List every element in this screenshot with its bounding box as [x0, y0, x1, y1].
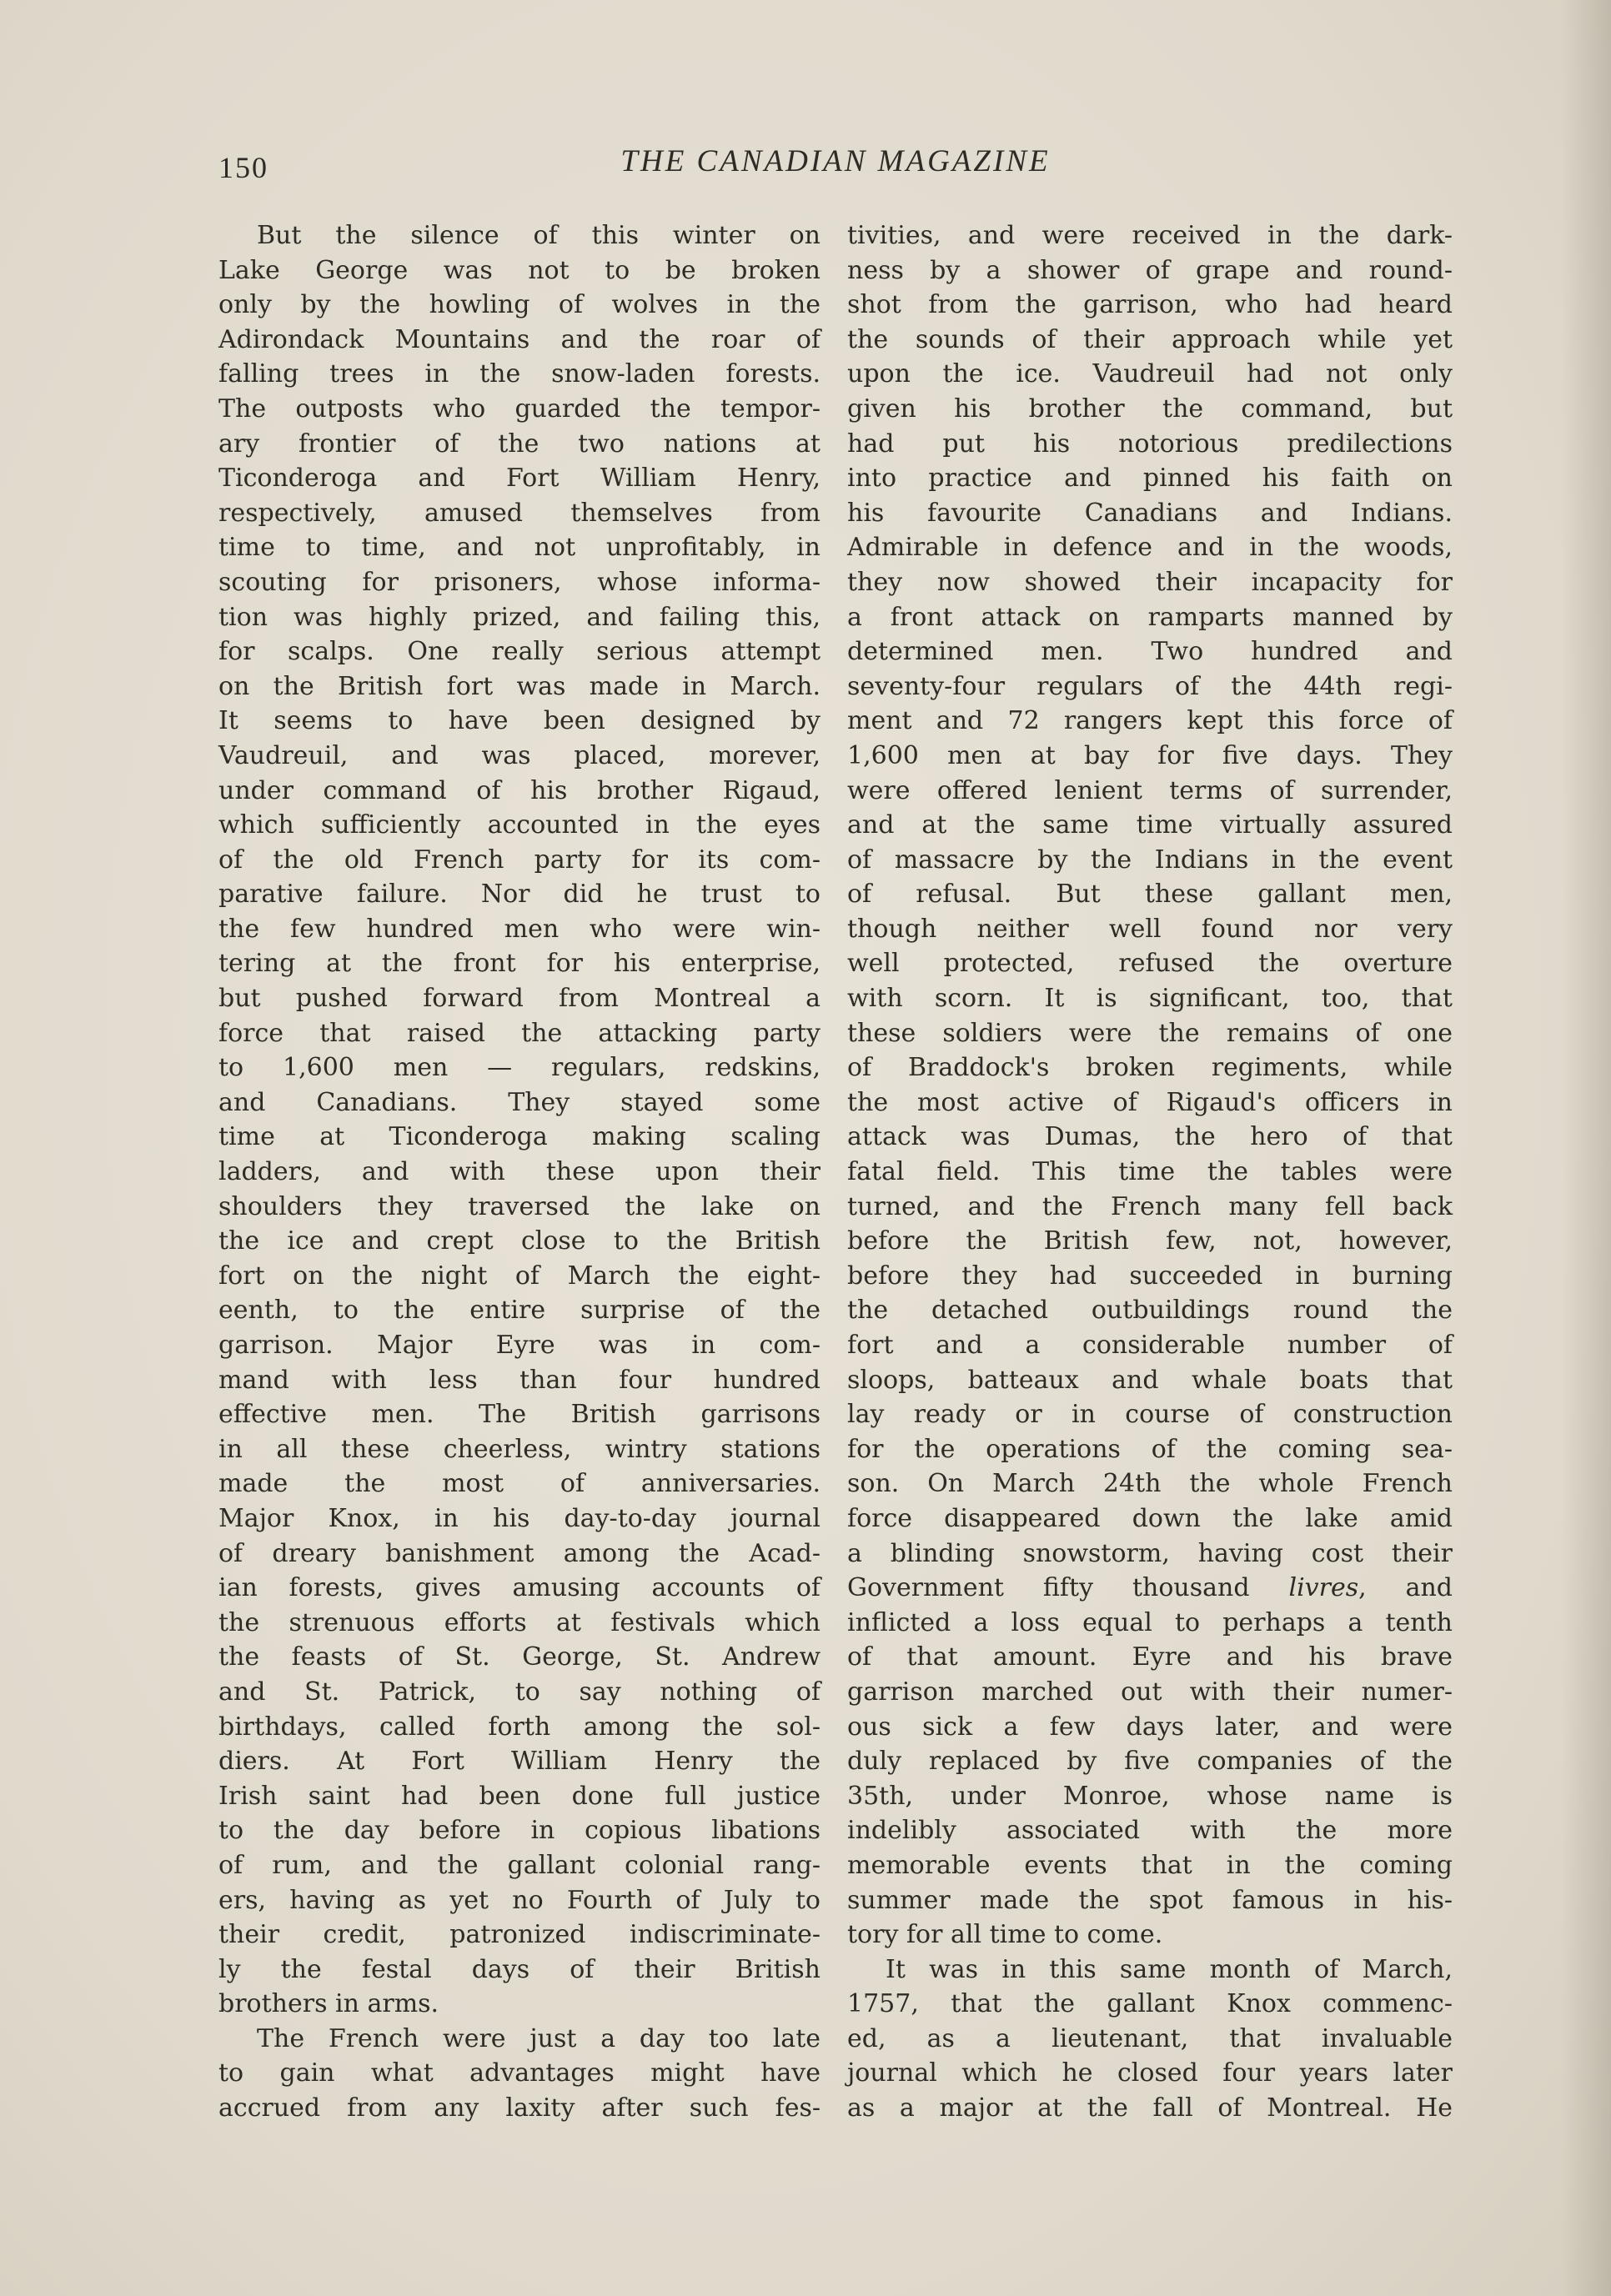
text-line: The outposts who guarded the tempor-: [218, 394, 821, 424]
text-line: were offered lenient terms of surrender,: [847, 775, 1453, 805]
text-line: of rum, and the gallant colonial rang-: [218, 1850, 821, 1880]
page-edge-shadow: [1561, 0, 1611, 2296]
left-column: [218, 218, 821, 2126]
text-line: given his brother the command, but: [847, 394, 1453, 424]
text-line: which sufficiently accounted in the eyes: [218, 810, 821, 840]
text-line: though neither well found nor very: [847, 914, 1453, 944]
text-line: ly the festal days of their British: [218, 1954, 821, 1984]
text-line: they now showed their incapacity for: [847, 567, 1453, 597]
text-line: 35th, under Monroe, whose name is: [847, 1781, 1453, 1811]
text-line: ment and 72 rangers kept this force of: [847, 706, 1453, 736]
text-line: force that raised the attacking party: [218, 1018, 821, 1048]
text-line: the sounds of their approach while yet: [847, 324, 1453, 354]
text-line: ness by a shower of grape and round-: [847, 255, 1453, 285]
text-fragment: Government fifty thousand: [847, 1573, 1289, 1603]
text-line: and St. Patrick, to say nothing of: [218, 1677, 821, 1707]
text-line: ary frontier of the two nations at: [218, 429, 821, 459]
text-line: respectively, amused themselves from: [218, 498, 821, 528]
page-header: [218, 143, 1453, 185]
text-line: for the operations of the coming sea-: [847, 1434, 1453, 1464]
text-line: It was in this same month of March,: [886, 1954, 1453, 1984]
text-line: before they had succeeded in burning: [847, 1261, 1453, 1291]
text-line: eenth, to the entire surprise of the: [218, 1296, 821, 1326]
text-line: inflicted a loss equal to perhaps a tenth: [847, 1607, 1453, 1637]
text-line: to gain what advantages might have: [218, 2058, 821, 2088]
text-line: Admirable in defence and in the woods,: [847, 533, 1453, 563]
text-line: tivities, and were received in the dark-: [847, 221, 1453, 250]
text-line: of that amount. Eyre and his brave: [847, 1642, 1453, 1672]
text-line: a blinding snowstorm, having cost their: [847, 1538, 1453, 1568]
text-line: to 1,600 men — regulars, redskins,: [218, 1053, 821, 1083]
text-line: memorable events that in the coming: [847, 1850, 1453, 1880]
text-line: attack was Dumas, the hero of that: [847, 1122, 1453, 1152]
text-line: fatal field. This time the tables were: [847, 1157, 1453, 1187]
text-line: 1,600 men at bay for five days. They: [847, 740, 1453, 770]
text-line: of the old French party for its com-: [218, 845, 821, 875]
text-line: upon the ice. Vaudreuil had not only: [847, 359, 1453, 389]
running-head: THE CANADIAN MAGAZINE: [620, 144, 1051, 178]
text-line: lay ready or in course of construction: [847, 1400, 1453, 1430]
text-fragment: , and: [1358, 1573, 1453, 1603]
text-line: these soldiers were the remains of one: [847, 1018, 1453, 1048]
right-column: [847, 218, 1453, 2126]
text-line: parative failure. Nor did he trust to: [218, 880, 821, 910]
text-line: time to time, and not unprofitably, in: [218, 533, 821, 563]
text-line: falling trees in the snow-laden forests.: [218, 359, 821, 389]
text-line: effective men. The British garrisons: [218, 1400, 821, 1430]
text-line: time at Ticonderoga making scaling: [218, 1122, 821, 1152]
text-line: fort on the night of March the eight-: [218, 1261, 821, 1291]
text-line: of refusal. But these gallant men,: [847, 880, 1453, 910]
text-line: shoulders they traversed the lake on: [218, 1191, 821, 1221]
text-line: It seems to have been designed by: [218, 706, 821, 736]
text-line: their credit, patronized indiscriminate-: [218, 1920, 821, 1950]
text-line: under command of his brother Rigaud,: [218, 775, 821, 805]
text-line: ers, having as yet no Fourth of July to: [218, 1885, 821, 1915]
text-line: [847, 1571, 1453, 1606]
text-line: shot from the garrison, who had heard: [847, 290, 1453, 320]
text-line: the ice and crept close to the British: [218, 1226, 821, 1256]
text-line: journal which he closed four years later: [847, 2058, 1453, 2088]
text-line: mand with less than four hundred: [218, 1365, 821, 1395]
text-line: But the silence of this winter on: [257, 221, 821, 250]
text-line: of massacre by the Indians in the event: [847, 845, 1453, 875]
text-line: and Canadians. They stayed some: [218, 1087, 821, 1117]
text-line: seventy-four regulars of the 44th regi-: [847, 671, 1453, 701]
text-line: to the day before in copious libations: [218, 1816, 821, 1846]
text-line: the strenuous efforts at festivals which: [218, 1607, 821, 1637]
text-line: of dreary banishment among the Acad-: [218, 1538, 821, 1568]
text-line: the detached outbuildings round the: [847, 1296, 1453, 1326]
text-line: tion was highly prized, and failing this,: [218, 602, 821, 632]
page-number: 150: [218, 151, 268, 184]
text-line: Adirondack Mountains and the roar of: [218, 324, 821, 354]
text-line: ian forests, gives amusing accounts of: [218, 1573, 821, 1603]
text-line: the feasts of St. George, St. Andrew: [218, 1642, 821, 1672]
text-line: before the British few, not, however,: [847, 1226, 1453, 1256]
text-line: ous sick a few days later, and were: [847, 1712, 1453, 1742]
text-line: 1757, that the gallant Knox commenc-: [847, 1989, 1453, 2019]
text-line: force disappeared down the lake amid: [847, 1503, 1453, 1533]
text-line: tory for all time to come.: [847, 1920, 1163, 1950]
italic-word: livres: [1288, 1573, 1359, 1603]
text-line: Vaudreuil, and was placed, morever,: [218, 740, 821, 770]
text-line: as a major at the fall of Montreal. He: [847, 2093, 1453, 2123]
text-line: into practice and pinned his faith on: [847, 464, 1453, 494]
text-line: scouting for prisoners, whose informa-: [218, 567, 821, 597]
text-line: made the most of anniversaries.: [218, 1469, 821, 1499]
text-line: in all these cheerless, wintry stations: [218, 1434, 821, 1464]
text-line: Irish saint had been done full justice: [218, 1781, 821, 1811]
text-line: Ticonderoga and Fort William Henry,: [218, 464, 821, 494]
text-line: summer made the spot famous in his-: [847, 1885, 1453, 1915]
text-line: indelibly associated with the more: [847, 1816, 1453, 1846]
text-line: the most active of Rigaud's officers in: [847, 1087, 1453, 1117]
text-line: accrued from any laxity after such fes-: [218, 2093, 821, 2123]
text-line: Lake George was not to be broken: [218, 255, 821, 285]
text-line: brothers in arms.: [218, 1989, 439, 2019]
text-line: his favourite Canadians and Indians.: [847, 498, 1453, 528]
text-line: duly replaced by five companies of the: [847, 1747, 1453, 1777]
text-line: tering at the front for his enterprise,: [218, 949, 821, 979]
text-line: only by the howling of wolves in the: [218, 290, 821, 320]
text-line: and at the same time virtually assured: [847, 810, 1453, 840]
text-line: garrison. Major Eyre was in com-: [218, 1331, 821, 1360]
text-line: The French were just a day too late: [257, 2023, 821, 2053]
text-line: Major Knox, in his day-to-day journal: [218, 1503, 821, 1533]
text-line: sloops, batteaux and whale boats that: [847, 1365, 1453, 1395]
text-line: well protected, refused the overture: [847, 949, 1453, 979]
text-line: birthdays, called forth among the sol-: [218, 1712, 821, 1742]
text-line: of Braddock's broken regiments, while: [847, 1053, 1453, 1083]
text-line: ed, as a lieutenant, that invaluable: [847, 2023, 1453, 2053]
text-line: garrison marched out with their numer-: [847, 1677, 1453, 1707]
text-line: with scorn. It is significant, too, that: [847, 984, 1453, 1014]
text-line: but pushed forward from Montreal a: [218, 984, 821, 1014]
text-line: for scalps. One really serious attempt: [218, 637, 821, 667]
text-line: the few hundred men who were win-: [218, 914, 821, 944]
text-line: had put his notorious predilections: [847, 429, 1453, 459]
text-line: son. On March 24th the whole French: [847, 1469, 1453, 1499]
text-line: fort and a considerable number of: [847, 1331, 1453, 1360]
text-line: turned, and the French many fell back: [847, 1191, 1453, 1221]
text-line: on the British fort was made in March.: [218, 671, 821, 701]
text-line: ladders, and with these upon their: [218, 1157, 821, 1187]
text-line: a front attack on ramparts manned by: [847, 602, 1453, 632]
text-line: diers. At Fort William Henry the: [218, 1747, 821, 1777]
text-line: determined men. Two hundred and: [847, 637, 1453, 667]
